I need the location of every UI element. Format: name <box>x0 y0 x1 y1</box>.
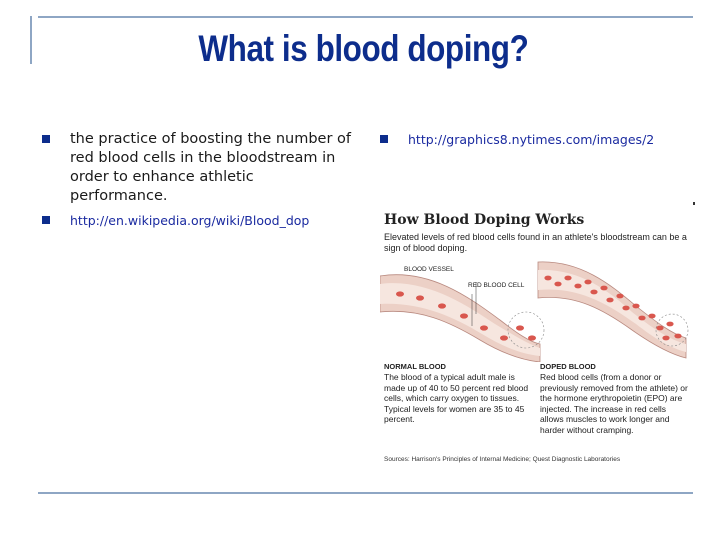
left-bullet-link <box>42 211 354 230</box>
slide-title: What is blood doping? <box>198 28 529 69</box>
square-bullet-icon <box>42 135 50 143</box>
wikipedia-link[interactable]: http://en.wikipedia.org/wiki/Blood_dop <box>70 213 310 228</box>
nytimes-link[interactable]: http://graphics8.nytimes.com/images/2 <box>408 132 655 147</box>
edge-mark <box>693 202 695 205</box>
slide-frame-top-line <box>38 16 693 18</box>
definition-text: the practice of boosting the number of red blood cells in the bloodstream in order to enhance athletic performance. <box>70 131 352 204</box>
label-blood-vessel: BLOOD VESSEL <box>404 266 454 273</box>
square-bullet-icon <box>380 135 388 143</box>
left-column <box>42 130 354 230</box>
figure-title: How Blood Doping Works <box>384 212 585 228</box>
square-bullet-icon <box>42 216 50 224</box>
doped-blood-text: Red blood cells (from a donor or previously removed from the athlete) or the hormone erythropoietin (EPO) are injected. The increase in red cells allows muscles to work longer and harder without cramping. <box>540 372 688 435</box>
label-red-blood-cell: RED BLOOD CELL <box>468 282 525 289</box>
right-bullet-link <box>380 130 698 149</box>
left-bullet-definition <box>42 130 354 206</box>
doped-blood-heading: DOPED BLOOD <box>540 362 596 371</box>
blood-vessel-illustration <box>380 258 690 362</box>
slide-frame-bottom-line <box>38 492 693 494</box>
slide-frame-left-line <box>30 16 32 64</box>
normal-blood-heading: NORMAL BLOOD <box>384 362 446 371</box>
figure-sources: Sources: Harrison's Principles of Internal Medicine; Quest Diagnostic Laboratories <box>384 456 621 463</box>
blood-doping-figure <box>376 206 694 468</box>
normal-blood-text: The blood of a typical adult male is made up of 40 to 50 percent red blood cells, which carry oxygen to tissues. Typical levels for women are 35 to 45 percent. <box>384 372 529 424</box>
doped-vessel <box>538 262 688 358</box>
right-column <box>380 130 698 149</box>
figure-subtitle: Elevated levels of red blood cells found in an athlete's bloodstream can be a sign of blood doping. <box>384 232 687 253</box>
